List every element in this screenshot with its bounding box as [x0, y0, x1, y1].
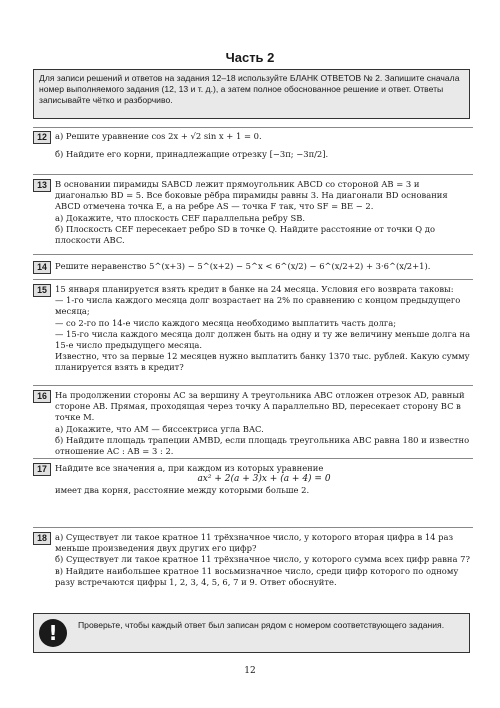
exclamation-icon: !: [39, 619, 67, 647]
reminder-box: [33, 613, 470, 653]
task-line: Известно, что за первые 12 месяцев нужно выплатить банку 1370 тыс. рублей. Какую сумму планируется взять в кредит?: [55, 351, 470, 373]
task-line: б) Плоскость CEF пересекает ребро SD в точке Q. Найдите расстояние от точки Q до плоскости ABC.: [55, 223, 435, 246]
task-line: имеет два корня, расстояние между которыми больше 2.: [55, 485, 310, 496]
task-formula: ax² + 2(a + 3)x + (a + 4) = 0: [197, 474, 331, 485]
task-line: На продолжении стороны AC за вершину A треугольника ABC отложен отрезок AD, равный стороне AB. Прямая, проходящая через точку A параллельно BD, пересекает сторону BC в точке M.: [55, 390, 465, 423]
divider: [33, 174, 473, 175]
instruction-box: Для записи решений и ответов на задания 12–18 используйте БЛАНК ОТВЕТОВ № 2. Запишите сначала номер выполняемого задания (12, 13 и т. д.), а затем полное обоснованное решение и ответ. Ответы записывайте чётко и разборчиво.: [33, 69, 470, 119]
divider: [33, 458, 473, 459]
reminder-text: Проверьте, чтобы каждый ответ был записан рядом с номером соответствующего задания.: [78, 620, 445, 630]
divider: [33, 127, 473, 128]
task-number: 14: [33, 261, 51, 274]
task-line: б) Существует ли такое кратное 11 трёхзначное число, у которого сумма всех цифр равна 7?: [55, 554, 470, 565]
task-line: б) Найдите его корни, принадлежащие отрезку [−3π; −3π/2].: [55, 149, 329, 160]
task-line: В основании пирамиды SABCD лежит прямоугольник ABCD со стороной AB = 3 и диагональю BD = 5. Все боковые рёбра пирамиды равны 3. На диагонали BD основания ABCD отмечена точка E, а на ребре AS — точка F так, что SF = BE − 2.: [55, 179, 448, 212]
page-number: 12: [244, 666, 256, 676]
task-line: Найдите все значения a, при каждом из которых уравнение: [55, 463, 324, 473]
task-number: 12: [33, 131, 51, 144]
task-line: б) Найдите площадь трапеции AMBD, если площадь треугольника ABC равна 180 и известно отношение AC : AB = 3 : 2.: [55, 434, 470, 457]
task-line: а) Существует ли такое кратное 11 трёхзначное число, у которого вторая цифра в 14 раз меньше произведения двух других его цифр?: [55, 532, 454, 554]
divider: [33, 279, 473, 280]
task-line: — 15-го числа каждого месяца долг должен быть на одну и ту же величину меньше долга на 15-е число предыдущего месяца.: [55, 328, 471, 351]
task-number: 16: [33, 390, 51, 403]
divider: [33, 385, 473, 386]
task-number: 18: [33, 532, 51, 545]
task-line: а) Докажите, что плоскость CEF параллельна ребру SB.: [55, 212, 306, 223]
task-line: — со 2-го по 14-е число каждого месяца необходимо выплатить часть долга;: [55, 317, 397, 328]
task-number: 13: [33, 179, 51, 192]
task-line: в) Найдите наибольшее кратное 11 восьмизначное число, среди цифр которого по одному разу встречаются цифры 1, 2, 3, 4, 5, 6, 7 и 9. Ответ обоснуйте.: [55, 565, 459, 587]
task-number: 17: [33, 463, 51, 476]
task-line: — 1-го числа каждого месяца долг возрастает на 2% по сравнению с концом предыдущего месяца;: [55, 295, 461, 317]
divider: [33, 254, 473, 255]
task-line: а) Решите уравнение cos 2x + √2 sin x + 1 = 0.: [55, 131, 262, 141]
task-line: а) Докажите, что AM — биссектриса угла BAC.: [55, 423, 264, 434]
task-line: Решите неравенство 5^(x+3) − 5^(x+2) − 5^x < 6^(x/2) − 6^(x/2+2) + 3·6^(x/2+1).: [55, 261, 431, 271]
divider: [33, 527, 473, 528]
page-title: Часть 2: [225, 50, 275, 65]
task-line: 15 января планируется взять кредит в банке на 24 месяца. Условия его возврата таковы:: [55, 284, 454, 294]
task-number: 15: [33, 284, 51, 297]
